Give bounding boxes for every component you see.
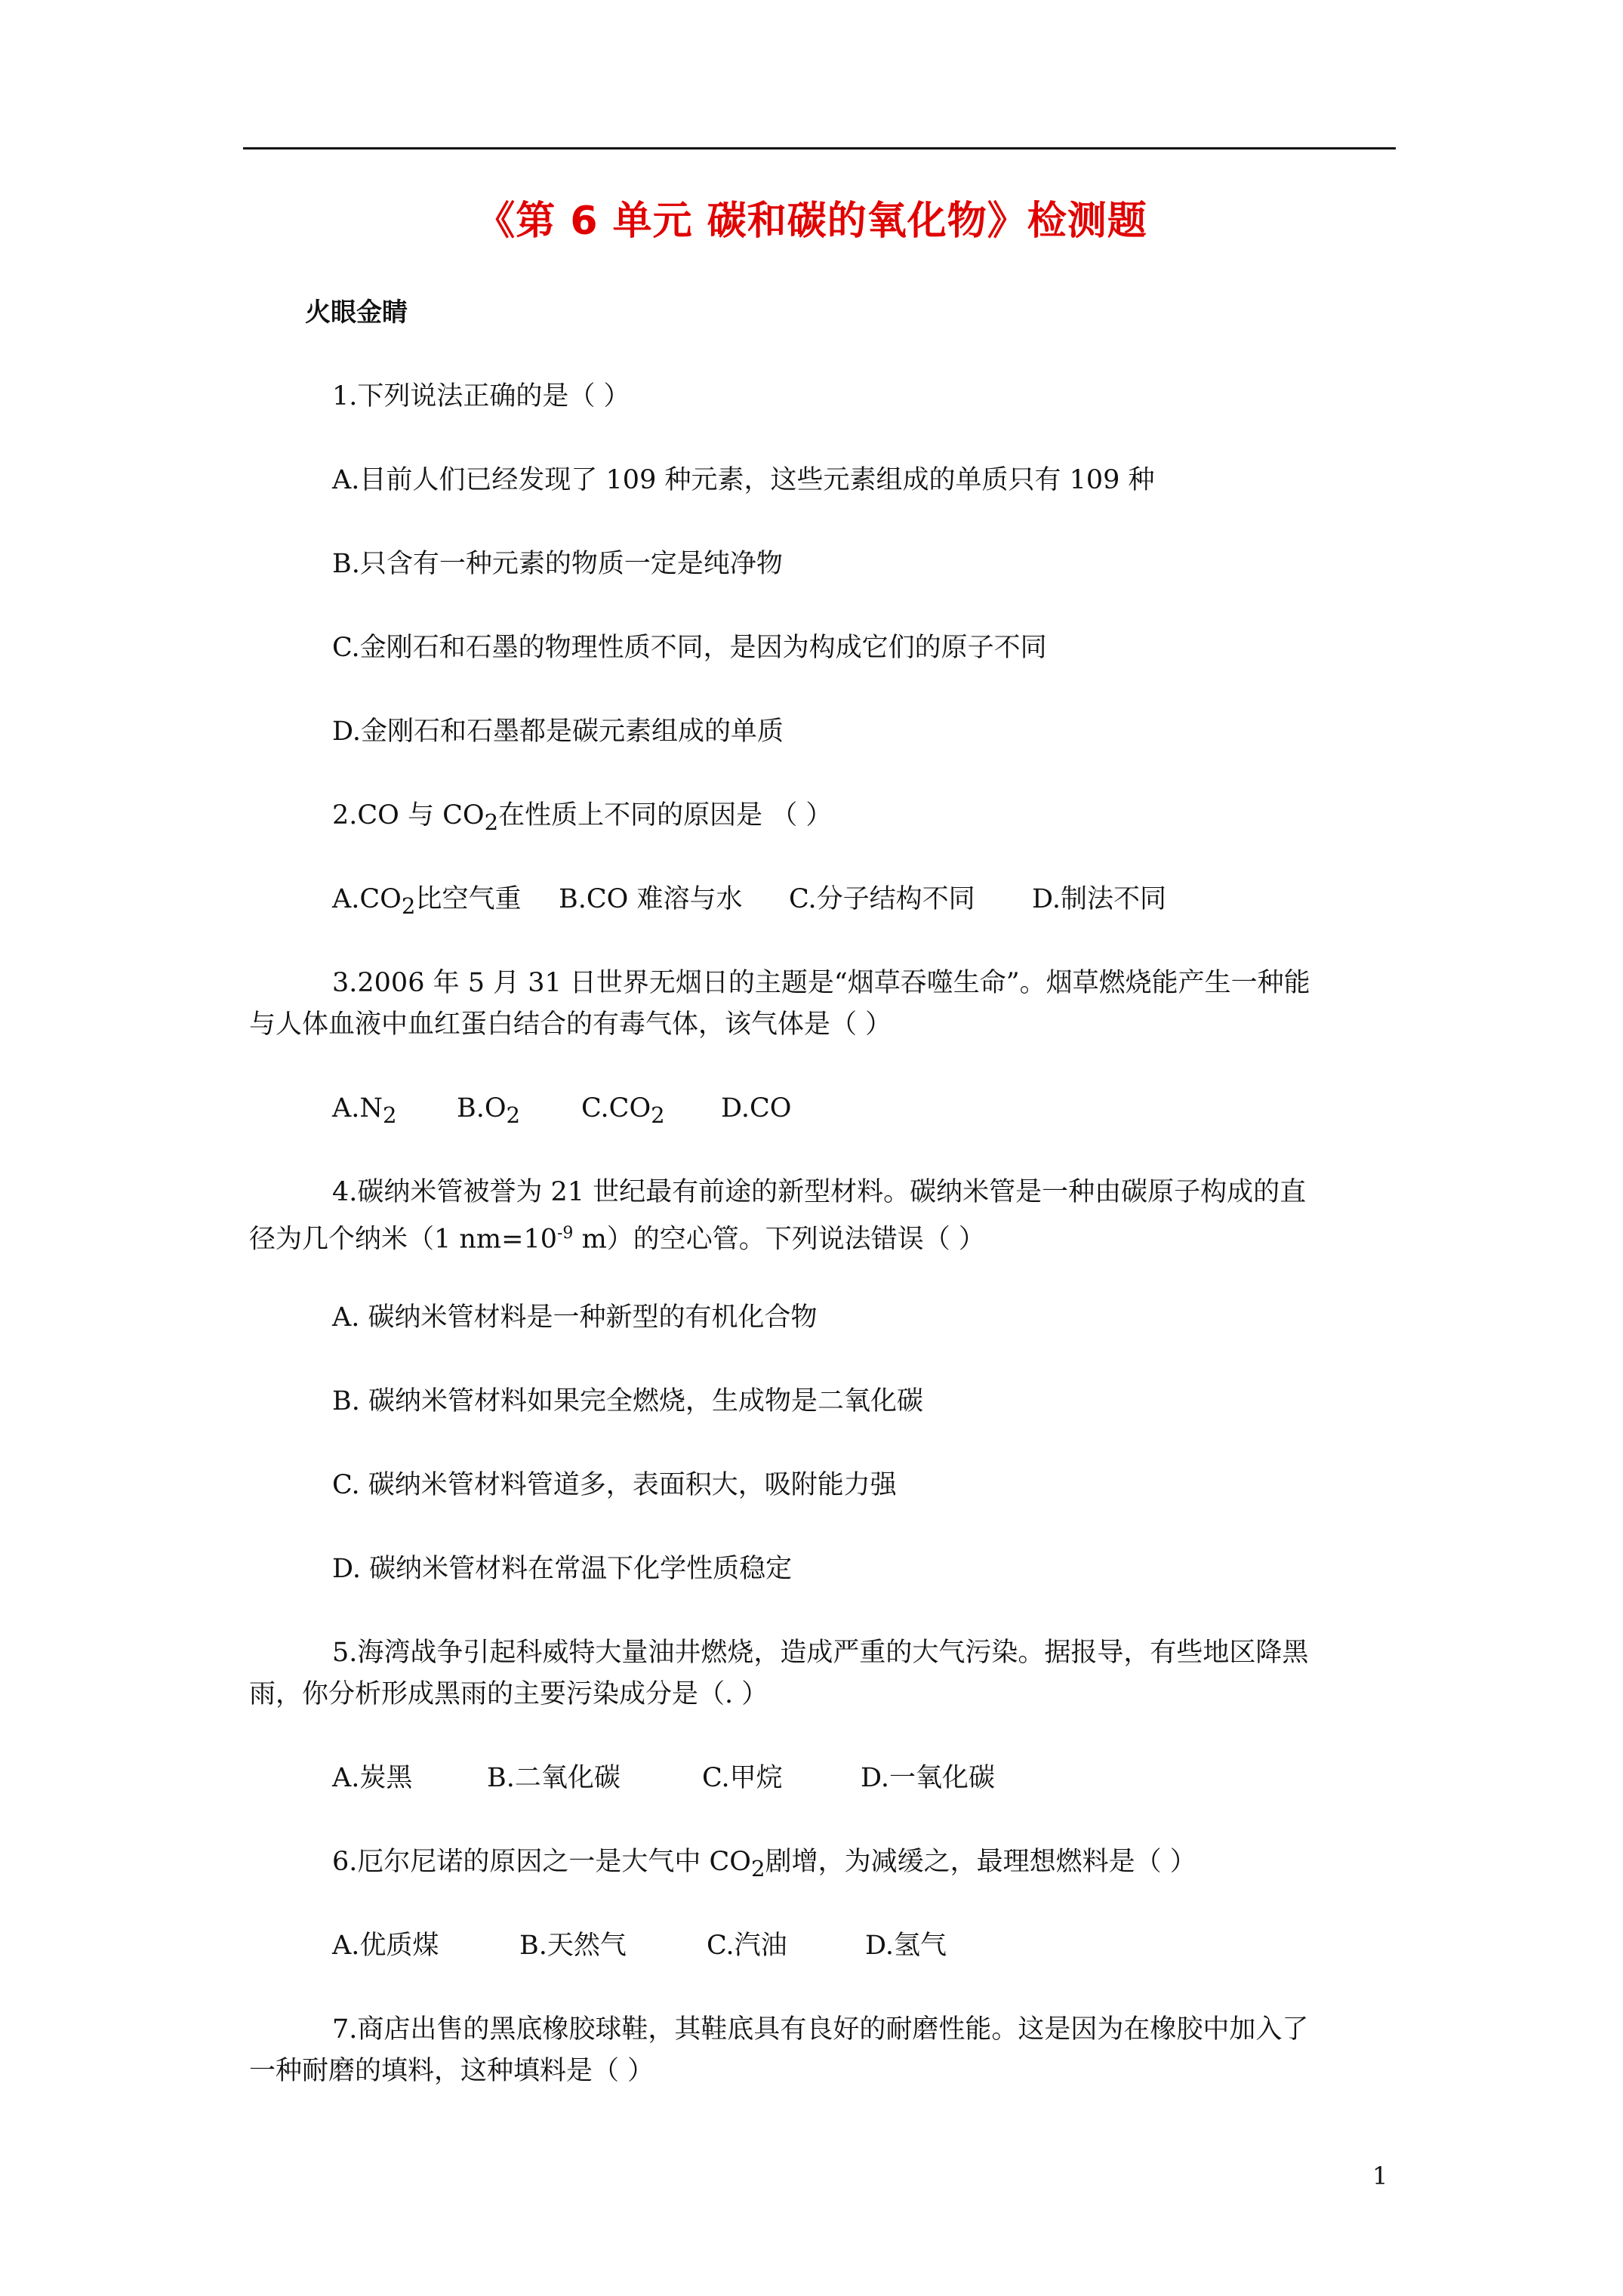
question-2-option-d: D.制法不同 [1032, 884, 1166, 914]
question-3-option-c: $C.CO_2$ [581, 1093, 665, 1128]
question-6-option-b: B.天然气 [519, 1931, 627, 1961]
question-5-options [332, 1759, 995, 1797]
question-4-option-b: B. 碳纳米管材料如果完全燃烧，生成物是二氧化碳 [332, 1386, 923, 1416]
question-6-option-d: D.氢气 [865, 1931, 947, 1961]
question-4-line-2: 径为几个纳米（1 $nm=10^{-9}$ m）的空心管。下列说法错误（ ） [249, 1224, 985, 1255]
question-4-option-c: C. 碳纳米管材料管道多，表面积大，吸附能力强 [332, 1470, 897, 1500]
question-4-line-1: 4.碳纳米管被誉为 21 世纪最有前途的新型材料。碳纳米管是一种由碳原子构成的直 [332, 1177, 1307, 1207]
question-3-line-2: 与人体血液中血红蛋白结合的有毒气体，该气体是（ ） [249, 1009, 892, 1040]
question-3-option-b: $B.O_2$ [457, 1093, 521, 1128]
question-2-options [332, 880, 1166, 925]
question-3-option-a: $A.N_2$ [332, 1093, 397, 1128]
question-2-option-c: C.分子结构不同 [789, 884, 975, 914]
question-5-option-b: B.二氧化碳 [487, 1763, 621, 1793]
question-5-line-1: 5.海湾战争引起科威特大量油井燃烧，造成严重的大气污染。据报导，有些地区降黑 [332, 1638, 1309, 1668]
question-1-option-c: C.金刚石和石墨的物理性质不同，是因为构成它们的原子不同 [332, 633, 1047, 663]
question-2-option-a: $A.CO_2$比空气重 [332, 884, 522, 919]
question-2-stem: 2.CO 与 $CO_2$在性质上不同的原因是 （ ） [332, 800, 833, 835]
question-5-option-d: D.一氧化碳 [861, 1763, 995, 1793]
question-4-option-d: D. 碳纳米管材料在常温下化学性质稳定 [332, 1554, 793, 1584]
question-3-options [332, 1089, 791, 1134]
question-6-option-c: C.汽油 [707, 1931, 787, 1961]
question-4-option-a: A. 碳纳米管材料是一种新型的有机化合物 [332, 1302, 818, 1333]
question-1-option-d: D.金刚石和石墨都是碳元素组成的单质 [332, 717, 784, 747]
page-number: 1 [1372, 2162, 1388, 2190]
question-1-stem: 1.下列说法正确的是（ ） [332, 381, 630, 411]
question-3-option-d: D.CO [721, 1093, 792, 1123]
section-heading: 火眼金睛 [305, 297, 408, 328]
question-1-option-b: B.只含有一种元素的物质一定是纯净物 [332, 549, 783, 579]
question-7-line-2: 一种耐磨的填料，这种填料是（ ） [249, 2056, 654, 2086]
question-6-options [332, 1927, 947, 1965]
question-5-option-c: C.甲烷 [702, 1763, 783, 1793]
header-rule [243, 147, 1396, 149]
question-7-line-1: 7.商店出售的黑底橡胶球鞋，其鞋底具有良好的耐磨性能。这是因为在橡胶中加入了 [332, 2014, 1309, 2045]
question-2-option-b: B.CO 难溶与水 [559, 884, 743, 914]
question-6-option-a: A.优质煤 [332, 1931, 439, 1961]
question-5-line-2: 雨，你分析形成黑雨的主要污染成分是（. ） [249, 1679, 768, 1709]
page-title: 《第 6 单元 碳和碳的氧化物》检测题 [476, 199, 1147, 244]
question-1-option-a: A.目前人们已经发现了 109 种元素，这些元素组成的单质只有 109 种 [332, 465, 1155, 495]
question-3-line-1: 3.2006 年 5 月 31 日世界无烟日的主题是“烟草吞噬生命”。烟草燃烧能产生一种能 [332, 968, 1310, 998]
question-5-option-a: A.炭黑 [332, 1763, 413, 1793]
question-6-stem: 6.厄尔尼诺的原因之一是大气中 $CO_2$剧增，为减缓之，最理想燃料是（ ） [332, 1847, 1196, 1881]
